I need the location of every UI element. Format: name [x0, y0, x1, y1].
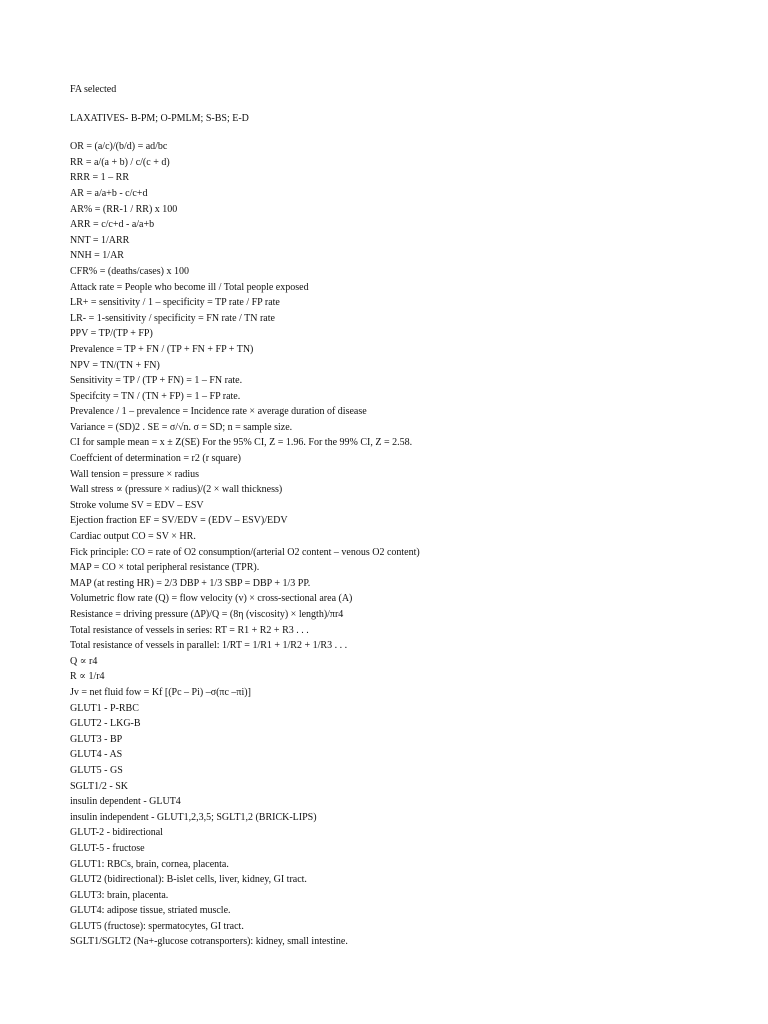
text-line: ARR = c/c+d - a/a+b [70, 219, 155, 231]
text-line: Wall tension = pressure × radius [70, 468, 200, 480]
text-line: GLUT-5 - fructose [70, 842, 145, 854]
text-line: GLUT3: brain, placenta. [70, 889, 169, 901]
text-line: Prevalence = TP + FN / (TP + FN + FP + TN) [70, 343, 254, 355]
text-line: AR% = (RR-1 / RR) x 100 [70, 203, 178, 215]
text-line: GLUT2 - LKG-B [70, 718, 141, 730]
text-line: CFR% = (deaths/cases) x 100 [70, 265, 189, 277]
text-line: GLUT5 - GS [70, 764, 123, 776]
text-line: RRR = 1 – RR [70, 172, 129, 184]
text-line: Resistance = driving pressure (ΔP)/Q = (8η (viscosity) × length)/πr4 [70, 609, 344, 620]
document-title: LAXATIVES- B-PM; O-PMLM; S-BS; E-D [70, 112, 249, 124]
formula-list [70, 139, 750, 950]
text-line: insulin independent - GLUT1,2,3,5; SGLT1,2 (BRICK-LIPS) [70, 811, 317, 823]
text-line: MAP (at resting HR) = 2/3 DBP + 1/3 SBP = DBP + 1/3 PP. [70, 577, 311, 589]
text-line: OR = (a/c)/(b/d) = ad/bc [70, 141, 168, 153]
text-line: Specifcity = TN / (TN + FP) = 1 – FP rate. [70, 390, 241, 402]
document-header: FA selected [70, 84, 117, 95]
text-line: PPV = TP/(TP + FP) [70, 328, 153, 340]
text-line: GLUT1 - P-RBC [70, 702, 139, 714]
text-line: Total resistance of vessels in series: RT = R1 + R2 + R3 . . . [70, 624, 309, 636]
text-line: Wall stress ∝ (pressure × radius)/(2 × wall thickness) [70, 484, 283, 496]
text-line: AR = a/a+b - c/c+d [70, 187, 148, 199]
text-line: GLUT1: RBCs, brain, cornea, placenta. [70, 858, 229, 870]
document-page [70, 82, 750, 950]
text-line: GLUT4: adipose tissue, striated muscle. [70, 905, 231, 917]
text-line: Jv = net fluid fow = Kf [(Pc – Pi) –σ(πc –πi)] [70, 686, 251, 698]
text-line: SGLT1/2 - SK [70, 780, 128, 792]
text-line: Q ∝ r4 [70, 655, 98, 667]
text-line: RR = a/(a + b) / c/(c + d) [70, 156, 170, 168]
text-line: Stroke volume SV = EDV – ESV [70, 499, 204, 511]
text-line: GLUT4 - AS [70, 749, 123, 761]
text-line: NNT = 1/ARR [70, 234, 130, 246]
text-line: insulin dependent - GLUT4 [70, 796, 181, 808]
text-line: Sensitivity = TP / (TP + FN) = 1 – FN rate. [70, 375, 243, 387]
text-line: Fick principle: CO = rate of O2 consumption/(arterial O2 content – venous O2 content) [70, 546, 420, 558]
text-line: Variance = (SD)2 . SE = σ/√n. σ = SD; n = sample size. [70, 421, 293, 433]
text-line: NPV = TN/(TN + FN) [70, 359, 160, 371]
text-line: MAP = CO × total peripheral resistance (TPR). [70, 562, 260, 574]
text-line: Cardiac output CO = SV × HR. [70, 531, 196, 543]
text-line: GLUT3 - BP [70, 733, 123, 745]
text-line: GLUT5 (fructose): spermatocytes, GI tract. [70, 920, 244, 932]
text-line: Attack rate = People who become ill / Total people exposed [70, 281, 309, 293]
text-line: Coeffcient of determination = r2 (r square) [70, 453, 241, 465]
text-line: Volumetric flow rate (Q) = flow velocity (v) × cross-sectional area (A) [70, 593, 353, 605]
text-line: Prevalence / 1 – prevalence = Incidence rate × average duration of disease [70, 406, 367, 418]
text-line: Ejection fraction EF = SV/EDV = (EDV – ESV)/EDV [70, 515, 288, 527]
text-line: GLUT2 (bidirectional): B-islet cells, liver, kidney, GI tract. [70, 874, 307, 886]
text-line: CI for sample mean = x ± Z(SE) For the 95% CI, Z = 1.96. For the 99% CI, Z = 2.58. [70, 437, 413, 449]
text-line: SGLT1/SGLT2 (Na+-glucose cotransporters): kidney, small intestine. [70, 936, 348, 948]
text-line: LR- = 1-sensitivity / specificity = FN rate / TN rate [70, 312, 275, 324]
text-line: Total resistance of vessels in parallel: 1/RT = 1/R1 + 1/R2 + 1/R3 . . . [70, 640, 348, 652]
text-line: LR+ = sensitivity / 1 – specificity = TP rate / FP rate [70, 297, 280, 309]
text-line: NNH = 1/AR [70, 250, 124, 262]
text-line: GLUT-2 - bidirectional [70, 827, 163, 839]
text-line: R ∝ 1/r4 [70, 671, 105, 683]
